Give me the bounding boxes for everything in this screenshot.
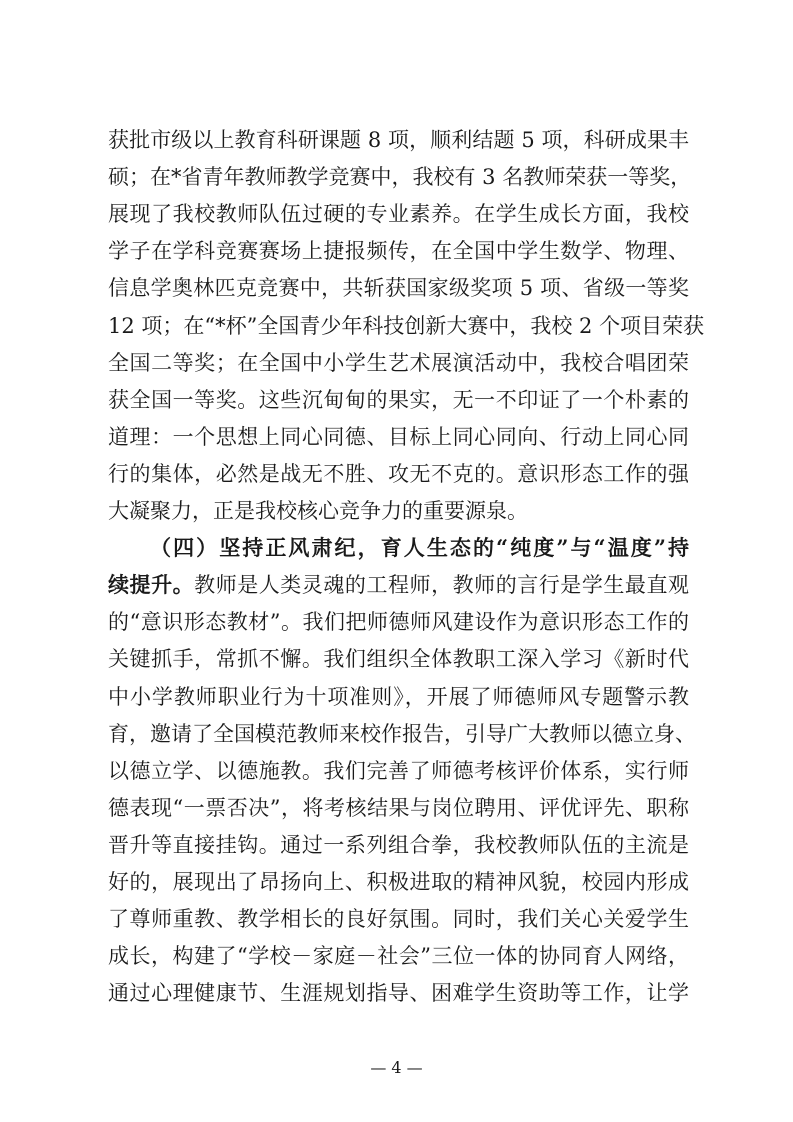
text-line: 12 项；在“*杯”全国青少年科技创新大赛中，我校 2 个项目荣获 xyxy=(108,313,705,338)
text-line: 行的集体，必然是战无不胜、攻无不克的。意识形态工作的强 xyxy=(108,461,689,486)
text-line: 大凝聚力，正是我校核心竞争力的重要源泉。 xyxy=(108,499,528,523)
section-heading-tail: 续提升。 xyxy=(108,572,195,597)
text-line: 硕；在*省青年教师教学竞赛中，我校有 3 名教师荣获一等奖， xyxy=(108,165,692,190)
text-line xyxy=(108,570,689,600)
text-line: 晋升等直接挂钩。通过一系列组合拳，我校教师队伍的主流是 xyxy=(108,832,689,857)
text-line: 德表现“一票否决”，将考核结果与岗位聘用、评优评先、职称 xyxy=(108,795,689,820)
text-line: 道理：一个思想上同心同德、目标上同心同向、行动上同心同 xyxy=(108,424,689,449)
text-line: 了尊师重教、教学相长的良好氛围。同时，我们关心关爱学生 xyxy=(108,907,689,932)
text-line: 学子在学科竞赛赛场上捷报频传，在全国中学生数学、物理、 xyxy=(108,239,689,264)
section-heading: （四）坚持正风肃纪，育人生态的“纯度”与“温度”持 xyxy=(150,535,689,560)
text-line-rest: 教师是人类灵魂的工程师，教师的言行是学生最直观 xyxy=(194,573,690,597)
text-line: 通过心理健康节、生涯规划指导、困难学生资助等工作，让学 xyxy=(108,981,689,1006)
page-number: — 4 — xyxy=(370,1058,423,1077)
text-line: 信息学奥林匹克竞赛中，共斩获国家级奖项 5 项、省级一等奖 xyxy=(108,276,689,301)
text-line: 好的，展现出了昂扬向上、积极进取的精神风貌，校园内形成 xyxy=(108,870,689,894)
text-line: 成长，构建了“学校－家庭－社会”三位一体的协同育人网络， xyxy=(108,944,689,969)
text-line: 展现了我校教师队伍过硬的专业素养。在学生成长方面，我校 xyxy=(108,202,689,227)
text-line: 关键抓手，常抓不懈。我们组织全体教职工深入学习《新时代 xyxy=(108,647,689,672)
text-line: 获全国一等奖。这些沉甸甸的果实，无一不印证了一个朴素的 xyxy=(108,387,689,412)
text-line: 的“意识形态教材”。我们把师德师风建设作为意识形态工作的 xyxy=(108,610,689,635)
text-line: 获批市级以上教育科研课题 8 项，顺利结题 5 项，科研成果丰 xyxy=(108,128,689,152)
text-line: 以德立学、以德施教。我们完善了师德考核评价体系，实行师 xyxy=(108,758,689,783)
text-line: 育，邀请了全国模范教师来校作报告，引导广大教师以德立身、 xyxy=(108,721,696,746)
text-line: 中小学教师职业行为十项准则》，开展了师德师风专题警示教 xyxy=(108,684,689,709)
text-line: 全国二等奖；在全国中小学生艺术展演活动中，我校合唱团荣 xyxy=(108,350,689,375)
